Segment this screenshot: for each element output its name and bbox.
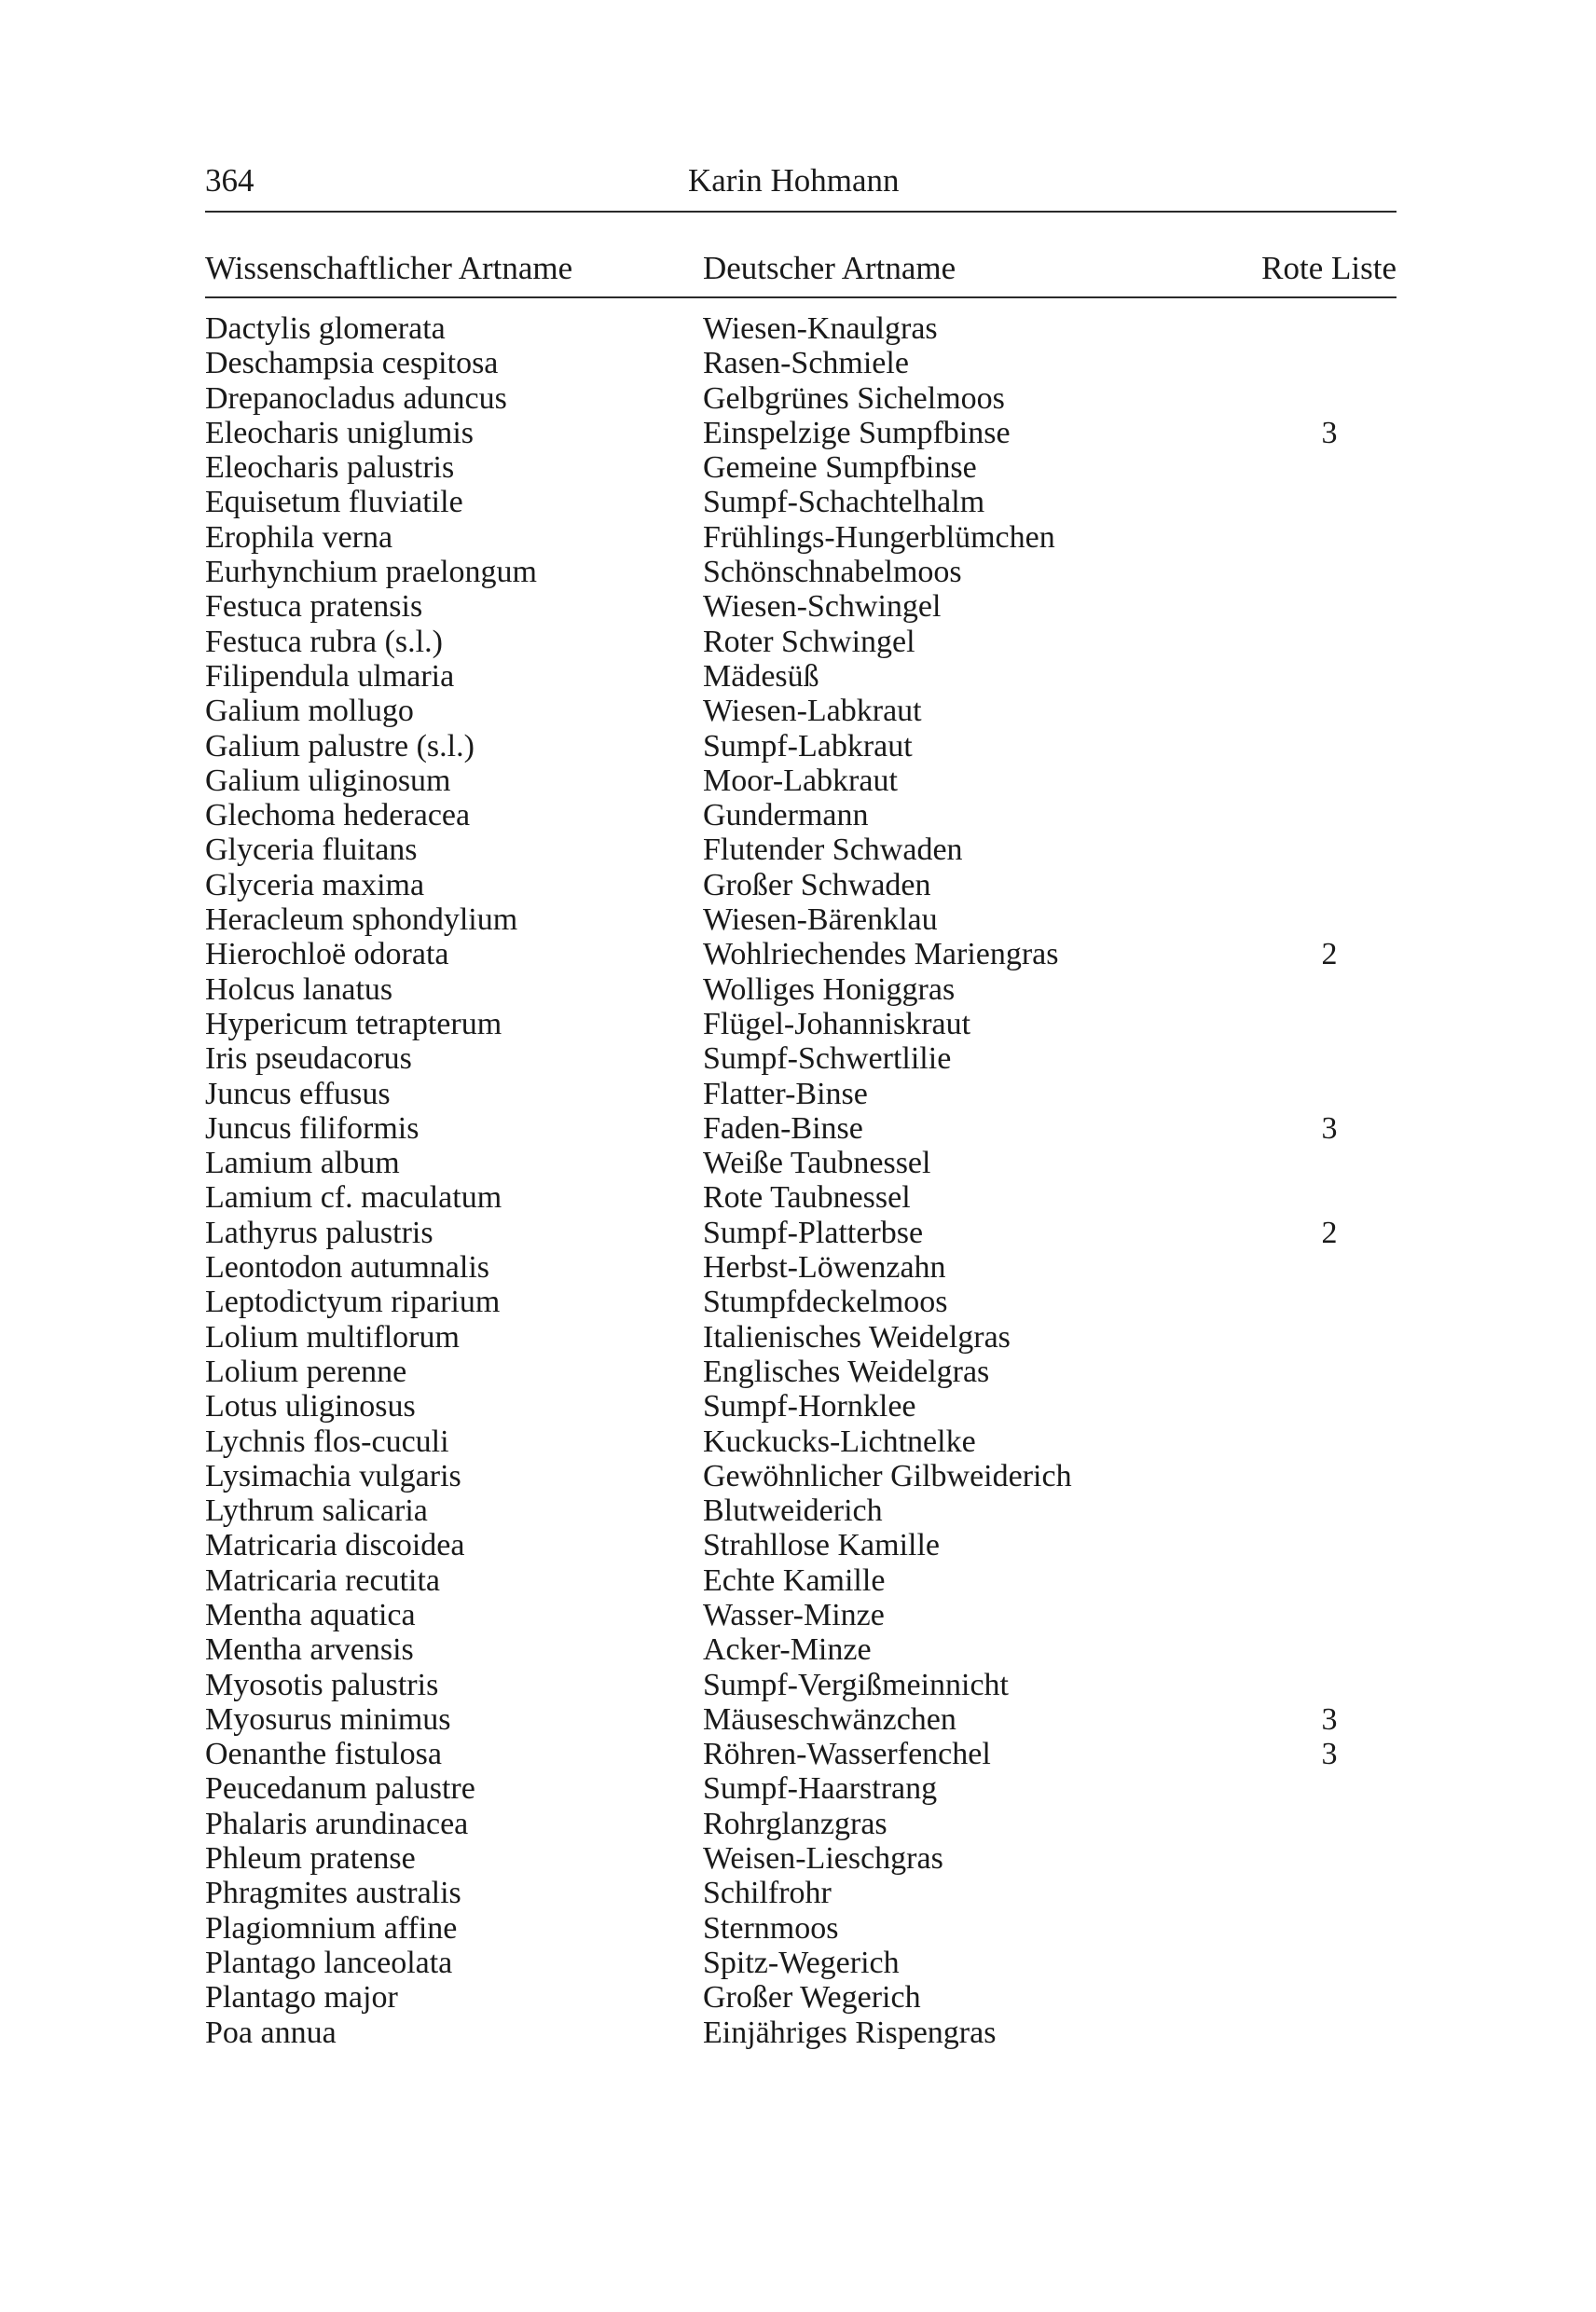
table-row	[205, 2016, 1396, 2050]
scientific-name: Filipendula ulmaria	[205, 658, 455, 694]
german-name: Sumpf-Schwertlilie	[703, 1041, 952, 1077]
scientific-name: Festuca rubra (s.l.)	[205, 624, 443, 659]
scientific-name: Poa annua	[205, 2015, 337, 2050]
table-row	[205, 1771, 1396, 1806]
scientific-name: Eleocharis palustris	[205, 450, 455, 486]
table-row	[205, 555, 1396, 589]
table-row	[205, 1911, 1396, 1946]
scientific-name: Mentha aquatica	[205, 1597, 416, 1632]
german-name: Faden-Binse	[703, 1110, 863, 1146]
scientific-name: Juncus filiformis	[205, 1110, 420, 1146]
scientific-name: Lamium cf. maculatum	[205, 1180, 502, 1216]
german-name: Sumpf-Vergißmeinnicht	[703, 1667, 1009, 1702]
german-name: Echte Kamille	[703, 1562, 886, 1598]
german-name: Stumpfdeckelmoos	[703, 1285, 948, 1320]
german-name: Wolliges Honiggras	[703, 971, 956, 1007]
table-row	[205, 937, 1396, 971]
table-row	[205, 972, 1396, 1007]
german-name: Acker-Minze	[703, 1632, 872, 1668]
german-name: Frühlings-Hungerblümchen	[703, 519, 1055, 555]
scientific-name: Galium palustre (s.l.)	[205, 728, 475, 764]
table-row	[205, 1250, 1396, 1285]
scientific-name: Drepanocladus aduncus	[205, 380, 507, 416]
table-row	[205, 729, 1396, 764]
scientific-name: Lychnis flos-cuculi	[205, 1424, 449, 1459]
scientific-name: Myosurus minimus	[205, 1701, 451, 1737]
german-name: Großer Schwaden	[703, 867, 931, 902]
scientific-name: Lolium perenne	[205, 1354, 407, 1389]
table-row	[205, 1320, 1396, 1355]
german-name: Wiesen-Bärenklau	[703, 902, 938, 938]
scientific-name: Eleocharis uniglumis	[205, 415, 475, 450]
scientific-name: Plantago lanceolata	[205, 1945, 453, 1980]
scientific-name: Iris pseudacorus	[205, 1041, 412, 1077]
table-row	[205, 1598, 1396, 1632]
table-row	[205, 625, 1396, 659]
german-name: Wiesen-Knaulgras	[703, 311, 938, 346]
table-row	[205, 520, 1396, 555]
german-name: Einspelzige Sumpfbinse	[703, 415, 1011, 450]
table-row	[205, 346, 1396, 380]
german-name: Wiesen-Schwingel	[703, 589, 942, 625]
species-table-body	[205, 311, 1396, 2050]
german-name: Mädesüß	[703, 658, 819, 694]
german-name: Roter Schwingel	[703, 624, 915, 659]
german-name: Flutender Schwaden	[703, 833, 963, 868]
table-row	[205, 1216, 1396, 1250]
table-row	[205, 1737, 1396, 1771]
scientific-name: Galium mollugo	[205, 694, 414, 729]
scientific-name: Lotus uliginosus	[205, 1389, 416, 1424]
german-name: Schönschnabelmoos	[703, 555, 962, 590]
german-name: Sternmoos	[703, 1910, 839, 1946]
scientific-name: Glyceria maxima	[205, 867, 425, 902]
german-name: Großer Wegerich	[703, 1980, 921, 2016]
german-name: Gewöhnlicher Gilbweiderich	[703, 1458, 1072, 1493]
scientific-name: Leontodon autumnalis	[205, 1250, 490, 1286]
german-name: Rote Taubnessel	[703, 1180, 911, 1216]
table-row	[205, 1841, 1396, 1876]
red-list-category: 3	[1321, 415, 1338, 450]
table-row	[205, 1424, 1396, 1459]
running-head	[205, 157, 1396, 205]
german-name: Englisches Weidelgras	[703, 1354, 990, 1389]
scientific-name: Peucedanum palustre	[205, 1771, 475, 1807]
scientific-name: Plantago major	[205, 1980, 398, 2016]
scientific-name: Lathyrus palustris	[205, 1215, 433, 1250]
table-row	[205, 1946, 1396, 1980]
header-rule	[205, 211, 1396, 213]
german-name: Weiße Taubnessel	[703, 1146, 931, 1181]
scientific-name: Phleum pratense	[205, 1841, 416, 1877]
scientific-name: Myosotis palustris	[205, 1667, 439, 1702]
scientific-name: Lamium album	[205, 1146, 400, 1181]
scientific-name: Hierochloë odorata	[205, 937, 449, 972]
scientific-name: Glechoma hederacea	[205, 798, 471, 833]
table-row	[205, 833, 1396, 867]
german-name: Flügel-Johanniskraut	[703, 1006, 971, 1041]
german-name: Einjähriges Rispengras	[703, 2015, 997, 2050]
german-name: Gundermann	[703, 798, 869, 833]
column-header-red-list: Rote Liste	[1261, 250, 1396, 286]
scientific-name: Dactylis glomerata	[205, 311, 446, 346]
german-name: Flatter-Binse	[703, 1076, 868, 1111]
german-name: Sumpf-Platterbse	[703, 1215, 924, 1250]
table-row	[205, 798, 1396, 833]
table-row	[205, 1389, 1396, 1424]
table-row	[205, 1355, 1396, 1389]
table-row	[205, 1077, 1396, 1111]
red-list-category: 2	[1321, 1215, 1338, 1250]
scientific-name: Equisetum fluviatile	[205, 485, 463, 520]
german-name: Kuckucks-Lichtnelke	[703, 1424, 976, 1459]
scientific-name: Glyceria fluitans	[205, 833, 418, 868]
table-header-rule	[205, 296, 1396, 298]
german-name: Sumpf-Schachtelhalm	[703, 485, 985, 520]
table-row	[205, 589, 1396, 624]
scientific-name: Oenanthe fistulosa	[205, 1737, 442, 1772]
table-row	[205, 1041, 1396, 1076]
german-name: Rasen-Schmiele	[703, 346, 909, 381]
scientific-name: Eurhynchium praelongum	[205, 555, 537, 590]
scientific-name: Matricaria discoidea	[205, 1528, 465, 1563]
scientific-name: Phragmites australis	[205, 1876, 461, 1911]
german-name: Wiesen-Labkraut	[703, 694, 922, 729]
scientific-name: Leptodictyum riparium	[205, 1285, 501, 1320]
scientific-name: Mentha arvensis	[205, 1632, 414, 1668]
german-name: Sumpf-Hornklee	[703, 1389, 916, 1424]
german-name: Sumpf-Labkraut	[703, 728, 913, 764]
table-row	[205, 416, 1396, 450]
german-name: Strahllose Kamille	[703, 1528, 941, 1563]
column-header-german-name: Deutscher Artname	[703, 250, 956, 286]
table-row	[205, 1007, 1396, 1041]
table-row	[205, 868, 1396, 902]
red-list-category: 2	[1321, 937, 1338, 972]
scientific-name: Lythrum salicaria	[205, 1493, 428, 1529]
table-row	[205, 1563, 1396, 1598]
scientific-name: Heracleum sphondylium	[205, 902, 518, 938]
german-name: Blutweiderich	[703, 1493, 883, 1529]
table-row	[205, 1668, 1396, 1702]
table-row	[205, 1146, 1396, 1180]
red-list-category: 3	[1321, 1701, 1338, 1737]
table-row	[205, 381, 1396, 416]
table-row	[205, 694, 1396, 728]
table-row	[205, 1111, 1396, 1146]
table-row	[205, 764, 1396, 798]
table-row	[205, 1807, 1396, 1841]
table-row	[205, 1702, 1396, 1737]
column-header-scientific-name: Wissenschaftlicher Artname	[205, 250, 573, 286]
german-name: Wasser-Minze	[703, 1597, 885, 1632]
table-row	[205, 1980, 1396, 2015]
scientific-name: Matricaria recutita	[205, 1562, 441, 1598]
table-row	[205, 1632, 1396, 1667]
scientific-name: Phalaris arundinacea	[205, 1806, 469, 1841]
scientific-name: Galium uliginosum	[205, 763, 451, 798]
table-row	[205, 1493, 1396, 1528]
german-name: Mäuseschwänzchen	[703, 1701, 956, 1737]
scientific-name: Plagiomnium affine	[205, 1910, 458, 1946]
german-name: Spitz-Wegerich	[703, 1945, 900, 1980]
running-head-author: Karin Hohmann	[688, 162, 900, 199]
scientific-name: Holcus lanatus	[205, 971, 393, 1007]
german-name: Rohrglanzgras	[703, 1806, 887, 1841]
table-row	[205, 450, 1396, 485]
scientific-name: Lolium multiflorum	[205, 1319, 460, 1355]
german-name: Schilfrohr	[703, 1876, 832, 1911]
red-list-category: 3	[1321, 1110, 1338, 1146]
german-name: Weisen-Lieschgras	[703, 1841, 943, 1877]
table-row	[205, 659, 1396, 694]
german-name: Gelbgrünes Sichelmoos	[703, 380, 1005, 416]
table-row	[205, 311, 1396, 346]
scientific-name: Hypericum tetrapterum	[205, 1006, 502, 1041]
table-row	[205, 1528, 1396, 1562]
german-name: Herbst-Löwenzahn	[703, 1250, 946, 1286]
table-header	[205, 246, 1396, 291]
scientific-name: Festuca pratensis	[205, 589, 423, 625]
german-name: Wohlriechendes Mariengras	[703, 937, 1059, 972]
german-name: Röhren-Wasserfenchel	[703, 1737, 991, 1772]
red-list-category: 3	[1321, 1737, 1338, 1772]
table-row	[205, 1876, 1396, 1910]
table-row	[205, 902, 1396, 937]
german-name: Italienisches Weidelgras	[703, 1319, 1011, 1355]
table-row	[205, 1459, 1396, 1493]
scientific-name: Lysimachia vulgaris	[205, 1458, 461, 1493]
german-name: Sumpf-Haarstrang	[703, 1771, 938, 1807]
german-name: Gemeine Sumpfbinse	[703, 450, 977, 486]
page-number: 364	[205, 162, 255, 199]
table-row	[205, 485, 1396, 519]
table-row	[205, 1180, 1396, 1215]
scientific-name: Juncus effusus	[205, 1076, 391, 1111]
scientific-name: Deschampsia cespitosa	[205, 346, 499, 381]
scientific-name: Erophila verna	[205, 519, 393, 555]
table-row	[205, 1285, 1396, 1319]
german-name: Moor-Labkraut	[703, 763, 898, 798]
